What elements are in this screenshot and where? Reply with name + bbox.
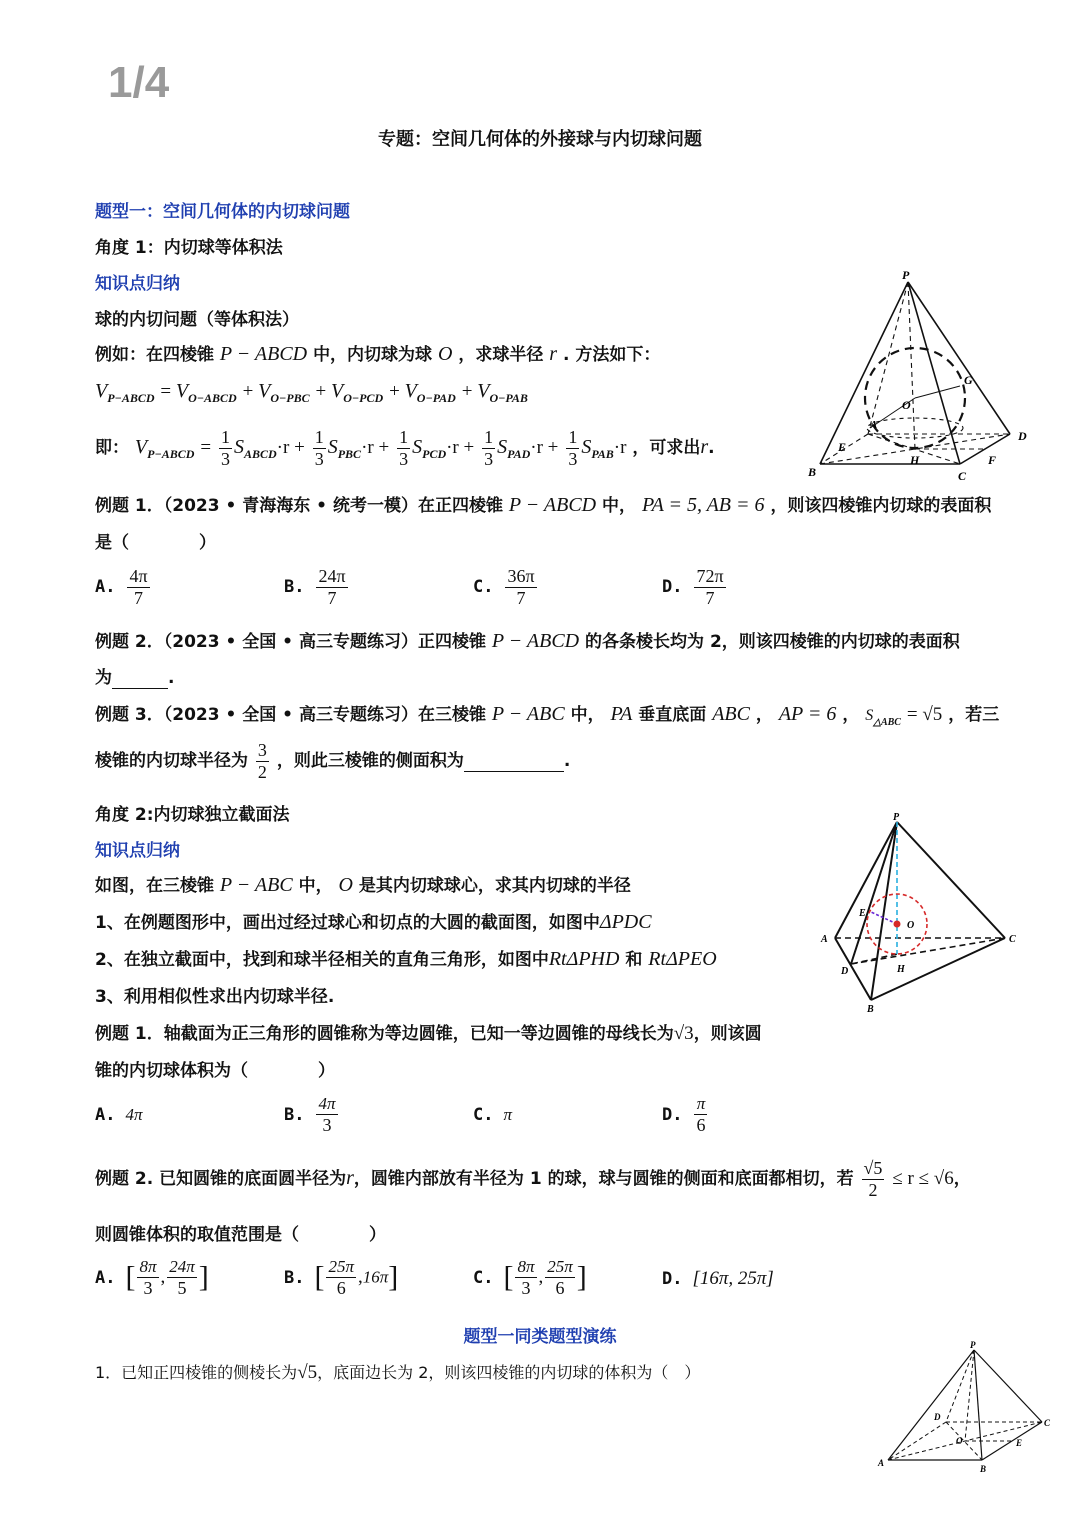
example5-stem: 例题 2. 已知圆锥的底面圆半径为r，圆锥内部放有半径为 1 的球，球与圆锥的侧面和底面都相切，若 $\frac{√5}{2}$ ≤ r ≤ √6，	[95, 1158, 971, 1200]
knowledge-heading-1: 知识点归纳	[95, 274, 180, 294]
example4-option-b[interactable]: B. $\frac{4\pi}{3}$	[284, 1094, 336, 1135]
example1-option-a[interactable]: A. $\frac{4\pi}{7}$	[95, 566, 148, 608]
example2-stem: 例题 2．（2023 • 全国 • 高三专题练习）正四棱锥 P − ABCD 的各条棱长均为 2，则该四棱锥的内切球的表面积	[95, 630, 960, 652]
fig2-label-B: B	[867, 1004, 874, 1015]
volume-formula: $V_{P-ABCD} = V_{O-ABCD} + V_{O-PBC} + V_{O-PCD} + V_{O-PAD} + V_{O-PAB}$	[95, 380, 528, 405]
area-formula: 即： $V_{P-ABCD}$ = $\frac{1}{3}$ $S_{ABCD}\cdot r$ + $\frac{1}{3}$ $S_{PBC}\cdot r$ + $\frac{1}{3}$ $S_{PCD}\cdot r$ + $\frac{1}{3}$ $S_{PAD}\cdot r$ + $\frac{1}{3}$ $S_{PAB}\cdot r$ ，可求出r.	[95, 427, 715, 469]
example4-option-c[interactable]: C. π	[473, 1105, 513, 1125]
example1-stem-2: 是（ ）	[95, 533, 216, 553]
knowledge-heading-2: 知识点归纳	[95, 841, 180, 861]
fig2-label-O: O	[907, 920, 915, 931]
fig3-label-P: P	[970, 1340, 976, 1350]
fig2-label-H: H	[897, 964, 905, 975]
practice-heading: 题型一同类题型演练	[463, 1327, 617, 1347]
page-number: 1/4	[108, 58, 170, 107]
example5-option-b[interactable]: B. [ $\frac{25\pi}{6}$ ,16π]	[284, 1257, 399, 1298]
fig3-label-C: C	[1044, 1418, 1051, 1428]
angle1-heading: 角度 1：内切球等体积法	[95, 238, 283, 258]
example4-stem: 例题 1．轴截面为正三角形的圆锥称为等边圆锥，已知一等边圆锥的母线长为√3，则该圆	[95, 1023, 762, 1044]
example3-stem-2: 棱锥的内切球半径为 $\frac{3}{2}$ ，则此三棱锥的侧面积为 .	[95, 740, 571, 782]
figure-triangular-pyramid-section	[815, 812, 1035, 1017]
method-title: 球的内切问题（等体积法）	[95, 310, 299, 330]
example5-option-d[interactable]: D. [16π, 25π]	[662, 1268, 774, 1289]
example1-stem: 例题 1．（2023 • 青海海东 • 统考一模）在正四棱锥 P − ABCD 中， PA = 5, AB = 6 ，则该四棱锥内切球的表面积	[95, 494, 992, 516]
figure-practice-pyramid	[870, 1338, 1060, 1483]
fig1-label-E: E	[838, 440, 847, 454]
example5-option-a[interactable]: A. [ $\frac{8\pi}{3}$ , $\frac{24\pi}{5}$ ]	[95, 1257, 209, 1298]
figure-square-pyramid-insphere	[800, 268, 1040, 488]
fig1-label-B: B	[808, 465, 817, 479]
fig1-label-A: A	[870, 419, 878, 431]
section2-step3: 3、利用相似性求出内切球半径.	[95, 987, 335, 1007]
example3-stem: 例题 3．（2023 • 全国 • 高三专题练习）在三棱锥 P − ABC 中， PA 垂直底面 ABC ， AP = 6 ， $S_{\triangle ABC} = √5$ ，若三	[95, 703, 1000, 728]
fig1-label-F: F	[988, 453, 997, 467]
practice-question-1: 1．已知正四棱锥的侧棱长为√5，底面边长为 2，则该四棱锥的内切球的体积为（ ）	[95, 1362, 701, 1383]
fig2-label-D: D	[841, 966, 849, 977]
example1-option-d[interactable]: D. $\frac{72\pi}{7}$	[662, 566, 724, 608]
example4-option-a[interactable]: A. 4π	[95, 1105, 143, 1125]
fig2-label-C: C	[1009, 934, 1016, 945]
example5-stem-2: 则圆锥体积的取值范围是（ ）	[95, 1225, 386, 1245]
fig2-label-P: P	[893, 812, 900, 823]
method-example: 例如：在四棱锥 P − ABCD 中，内切球为球 O ，求球半径 r . 方法如下：	[95, 343, 661, 365]
example2-answer-blank[interactable]	[112, 668, 168, 689]
angle2-heading: 角度 2:内切球独立截面法	[95, 805, 290, 825]
fig1-label-P: P	[902, 268, 910, 282]
type1-heading: 题型一：空间几何体的内切球问题	[95, 202, 350, 222]
fig3-label-D: D	[934, 1412, 941, 1422]
document-title: 专题：空间几何体的外接球与内切球问题	[378, 129, 702, 150]
fig1-label-C: C	[958, 469, 967, 483]
fig1-label-O: O	[902, 398, 911, 412]
section2-intro: 如图，在三棱锥 P − ABC 中， O 是其内切球球心，求其内切球的半径	[95, 874, 631, 896]
example3-answer-blank[interactable]	[464, 751, 564, 772]
example1-option-b[interactable]: B. $\frac{24\pi}{7}$	[284, 566, 346, 608]
fig3-label-A: A	[878, 1458, 885, 1468]
section2-step2: 2、在独立截面中，找到和球半径相关的直角三角形，如图中RtΔPHD 和 RtΔPEO	[95, 948, 717, 970]
fig1-label-G: G	[964, 373, 973, 387]
example2-stem-2: 为 .	[95, 668, 175, 688]
section2-step1: 1、在例题图形中，画出过经过球心和切点的大圆的截面图，如图中ΔPDC	[95, 911, 652, 933]
example4-option-d[interactable]: D. $\frac{\pi}{6}$	[662, 1094, 706, 1135]
fig3-label-O: O	[956, 1436, 963, 1446]
fig1-label-H: H	[910, 453, 920, 467]
fig3-label-B: B	[980, 1464, 987, 1474]
example4-stem-2: 锥的内切球体积为（ ）	[95, 1061, 335, 1081]
fig2-label-E: E	[859, 908, 866, 919]
fig3-label-E: E	[1016, 1438, 1023, 1448]
fig1-label-D: D	[1018, 429, 1027, 443]
example1-option-c[interactable]: C. $\frac{36\pi}{7}$	[473, 566, 535, 608]
fig2-label-A: A	[821, 934, 828, 945]
example5-option-c[interactable]: C. [ $\frac{8\pi}{3}$ , $\frac{25\pi}{6}$ ]	[473, 1257, 587, 1298]
